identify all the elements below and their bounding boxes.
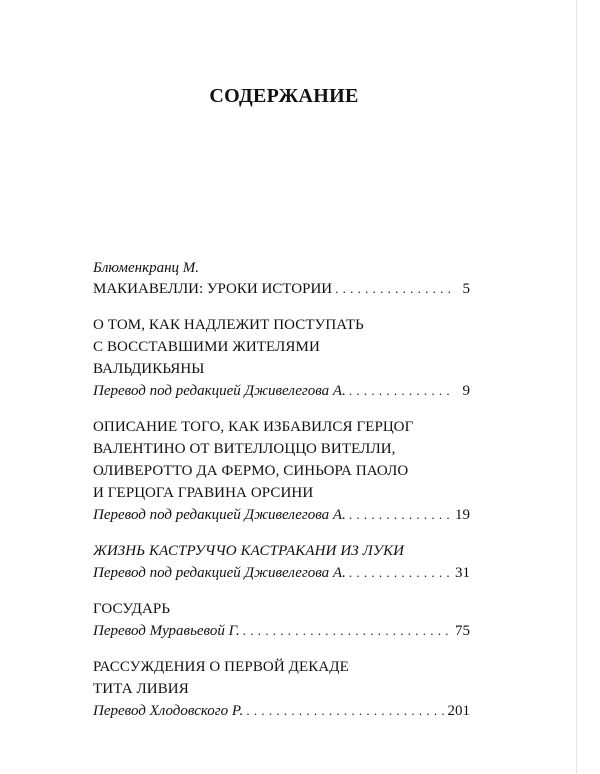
toc-translator: Перевод под редакцией Дживелегова А.	[93, 565, 346, 581]
toc-entry-gosudar	[93, 598, 470, 642]
toc-entry-line[interactable]	[93, 278, 470, 300]
toc-entry-line[interactable]	[93, 700, 470, 722]
toc-heading-line: ВАЛЬДИКЬЯНЫ	[93, 361, 205, 377]
toc-entry-gertsog-valentino	[93, 416, 470, 526]
toc-heading-line: ТИТА ЛИВИЯ	[93, 681, 189, 697]
toc-page-number: 19	[455, 507, 470, 523]
toc-page-number: 5	[462, 281, 470, 297]
dot-leader	[349, 380, 453, 401]
toc-translator: Перевод под редакцией Дживелегова А.	[93, 507, 346, 523]
dot-leader	[349, 562, 452, 583]
toc-translator: Перевод Муравьевой Г.	[93, 623, 240, 639]
toc-page-number: 9	[462, 383, 470, 399]
toc-entry-valdikyany	[93, 314, 470, 402]
toc-page-number: 31	[455, 565, 470, 581]
toc-entry-line[interactable]	[93, 620, 470, 642]
toc-entry-kastruchcho	[93, 540, 470, 584]
dot-leader	[246, 700, 444, 721]
table-of-contents	[93, 258, 470, 736]
toc-heading-line: ЖИЗНЬ КАСТРУЧЧО КАСТРАКАНИ ИЗ ЛУКИ	[93, 543, 405, 559]
toc-page-number: 201	[447, 703, 470, 719]
dot-leader	[243, 620, 452, 641]
toc-entry-author: Блюменкранц М.	[93, 260, 200, 276]
dot-leader	[335, 278, 453, 299]
toc-heading-line: С ВОССТАВШИМИ ЖИТЕЛЯМИ	[93, 339, 320, 355]
toc-page-number: 75	[455, 623, 470, 639]
toc-heading-line: О ТОМ, КАК НАДЛЕЖИТ ПОСТУПАТЬ	[93, 317, 364, 333]
toc-entry-line[interactable]	[93, 380, 470, 402]
toc-entry-rassuzhdeniya	[93, 656, 470, 722]
toc-heading-line: ГОСУДАРЬ	[93, 601, 171, 617]
dot-leader	[349, 504, 452, 525]
contents-title: СОДЕРЖАНИЕ	[209, 85, 359, 107]
toc-heading-line: РАССУЖДЕНИЯ О ПЕРВОЙ ДЕКАДЕ	[93, 659, 349, 675]
toc-entry-line[interactable]	[93, 504, 470, 526]
toc-entry-line[interactable]	[93, 562, 470, 584]
toc-translator: Перевод под редакцией Дживелегова А.	[93, 383, 346, 399]
toc-translator: Перевод Хлодовского Р.	[93, 703, 244, 719]
toc-entry-makiavelli-uroki	[93, 258, 470, 300]
toc-entry-label: МАКИАВЕЛЛИ: УРОКИ ИСТОРИИ	[93, 281, 333, 297]
toc-heading-line: ОЛИВЕРОТТО ДА ФЕРМО, СИНЬОРА ПАОЛО	[93, 463, 409, 479]
toc-heading-line: И ГЕРЦОГА ГРАВИНА ОРСИНИ	[93, 485, 314, 501]
toc-heading-line: ОПИСАНИЕ ТОГО, КАК ИЗБАВИЛСЯ ГЕРЦОГ	[93, 419, 414, 435]
toc-heading-line: ВАЛЕНТИНО ОТ ВИТЕЛЛОЦЦО ВИТЕЛЛИ,	[93, 441, 396, 457]
